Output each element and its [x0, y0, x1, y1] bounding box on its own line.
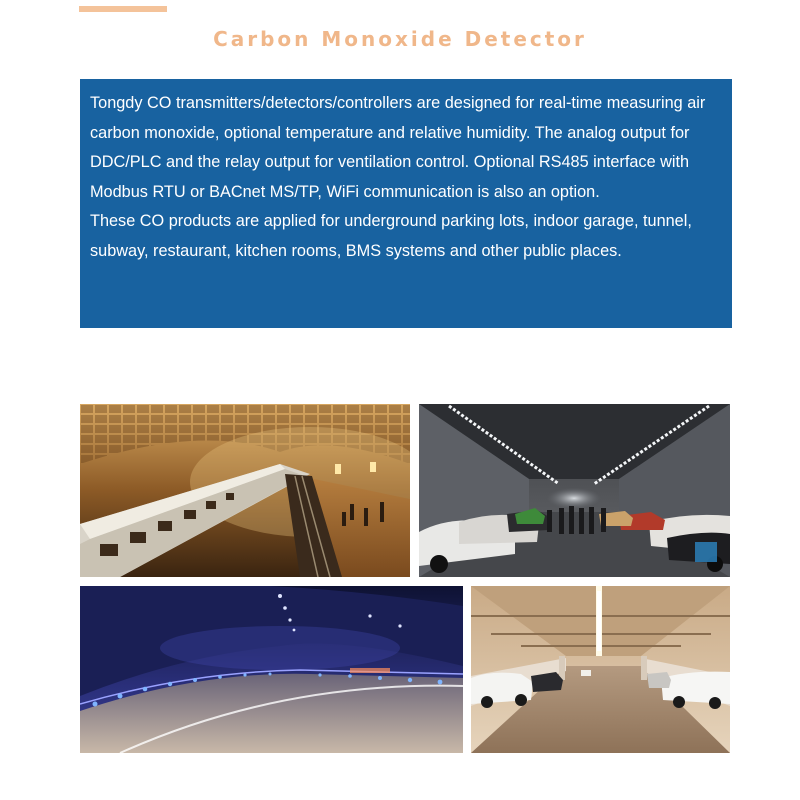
road-tunnel-photo: [80, 586, 463, 753]
description-paragraph: Tongdy CO transmitters/detectors/controllers are designed for real-time measuring air carbon monoxide, optional temperature and relative humidity. The analog output for DDC/PLC and the relay output for ventilation control. Optional RS485 interface with Modbus RTU or BACnet MS/TP, WiFi communication is also an option.: [90, 94, 706, 201]
subway-station-photo: [80, 404, 410, 577]
parking-garage-photo: [471, 586, 730, 753]
tunnel-cars-photo: [419, 404, 730, 577]
header-accent-bar: [79, 6, 167, 12]
description-paragraph: These CO products are applied for underground parking lots, indoor garage, tunnel, subway, restaurant, kitchen rooms, BMS systems and other public places.: [90, 212, 692, 260]
description-panel: [80, 79, 732, 328]
page-title: Carbon Monoxide Detector: [213, 27, 587, 51]
